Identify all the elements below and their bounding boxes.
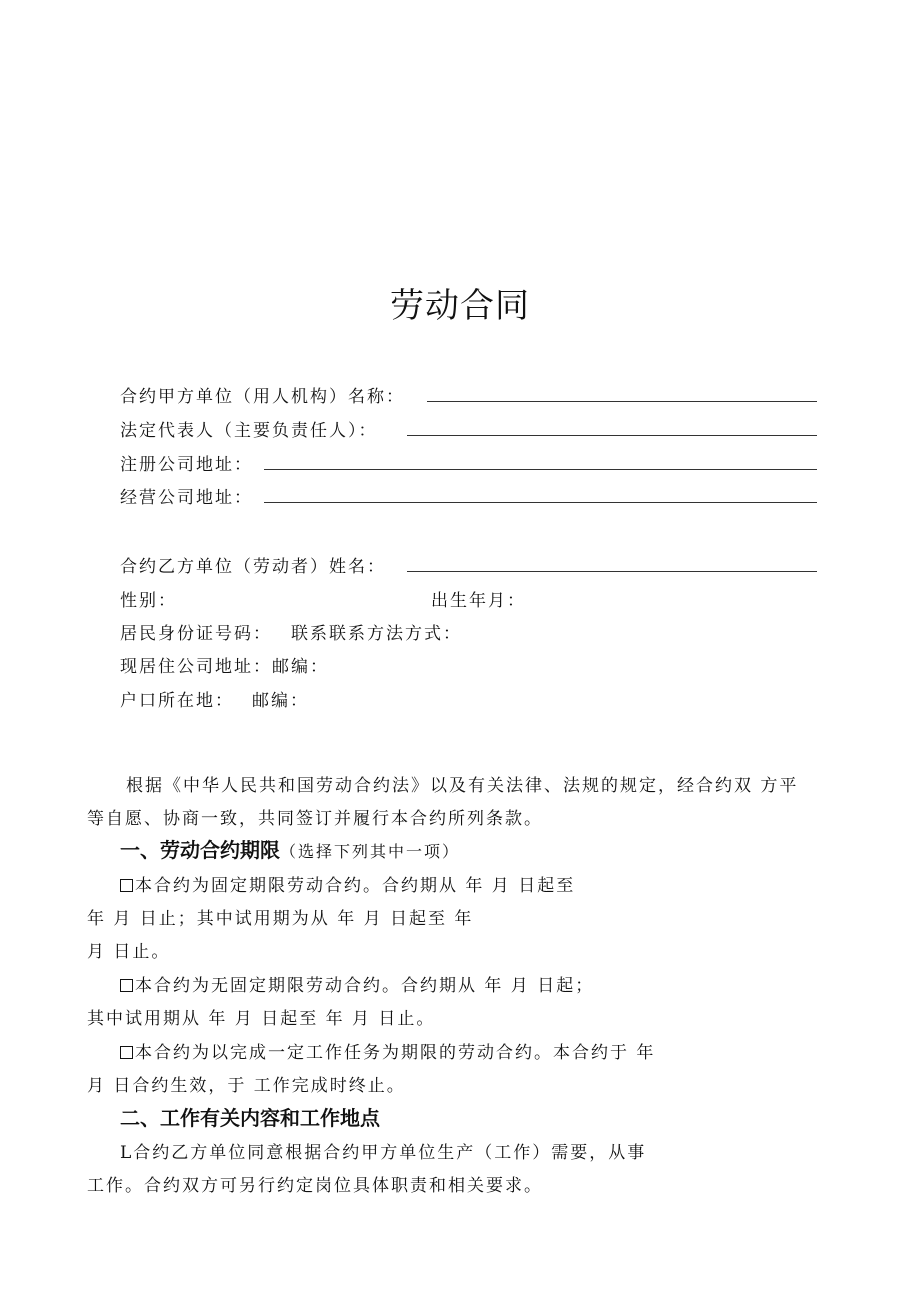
- preamble-line-1: 根据《中华人民共和国劳动合约法》以及有关法律、法规的规定，经合约双 方平: [126, 776, 799, 796]
- open-term-text: 本合约为无固定期限劳动合约。合约期从 年 月 日起；: [135, 976, 595, 996]
- preamble-line-2: 等自愿、协商一致，共同签订并履行本合约所列条款。: [87, 809, 543, 829]
- term-option-open: [120, 971, 594, 996]
- task-term-line-2: 月 日合约生效，于 工作完成时终止。: [87, 1076, 406, 1096]
- fixed-term-line-3: 月 日止。: [87, 942, 171, 962]
- party-b-name-label: 合约乙方单位（劳动者）姓名：: [120, 557, 386, 577]
- section-1-title: 一、劳动合约期限: [120, 838, 280, 862]
- business-address-label: 经营公司地址：: [120, 488, 253, 508]
- task-term-checkbox[interactable]: [120, 1046, 133, 1059]
- hukou-postcode-label: 邮编：: [252, 691, 309, 711]
- section-2-line-1: L合约乙方单位同意根据合约甲方单位生产（工作）需要，从事: [120, 1143, 647, 1163]
- registered-address-label: 注册公司地址：: [120, 455, 253, 475]
- residence-address-label: 现居住公司地址：邮编：: [120, 657, 329, 677]
- party-b-name-field[interactable]: [407, 571, 817, 572]
- section-2-heading: 二、工作有关内容和工作地点: [120, 1106, 380, 1130]
- section-1-note: （选择下列其中一项）: [280, 842, 461, 861]
- party-a-name-label: 合约甲方单位（用人机构）名称：: [120, 387, 405, 407]
- birth-date-label: 出生年月：: [431, 591, 526, 611]
- party-a-name-field[interactable]: [427, 401, 817, 402]
- fixed-term-text: 本合约为固定期限劳动合约。合约期从 年 月 日起至: [135, 876, 576, 896]
- task-term-text: 本合约为以完成一定工作任务为期限的劳动合约。本合约于 年: [135, 1043, 656, 1063]
- registered-address-field[interactable]: [264, 469, 817, 470]
- contact-label: 联系联系方法方式：: [291, 624, 462, 644]
- section-2-line-2: 工作。合约双方可另行约定岗位具体职责和相关要求。: [87, 1176, 543, 1196]
- legal-rep-field[interactable]: [407, 435, 817, 436]
- hukou-label: 户口所在地：: [120, 691, 234, 711]
- legal-rep-label: 法定代表人（主要负责任人）：: [120, 421, 378, 441]
- id-number-label: 居民身份证号码：: [120, 624, 272, 644]
- gender-label: 性别：: [120, 591, 177, 611]
- open-term-line-2: 其中试用期从 年 月 日起至 年 月 日止。: [87, 1009, 436, 1029]
- term-option-fixed: [120, 871, 575, 896]
- section-1-heading: [120, 834, 460, 863]
- fixed-term-line-2: 年 月 日止；其中试用期为从 年 月 日起至 年: [87, 909, 474, 929]
- document-title: 劳动合同: [390, 286, 530, 326]
- open-term-checkbox[interactable]: [120, 979, 133, 992]
- term-option-task: [120, 1038, 655, 1063]
- business-address-field[interactable]: [264, 502, 817, 503]
- fixed-term-checkbox[interactable]: [120, 879, 133, 892]
